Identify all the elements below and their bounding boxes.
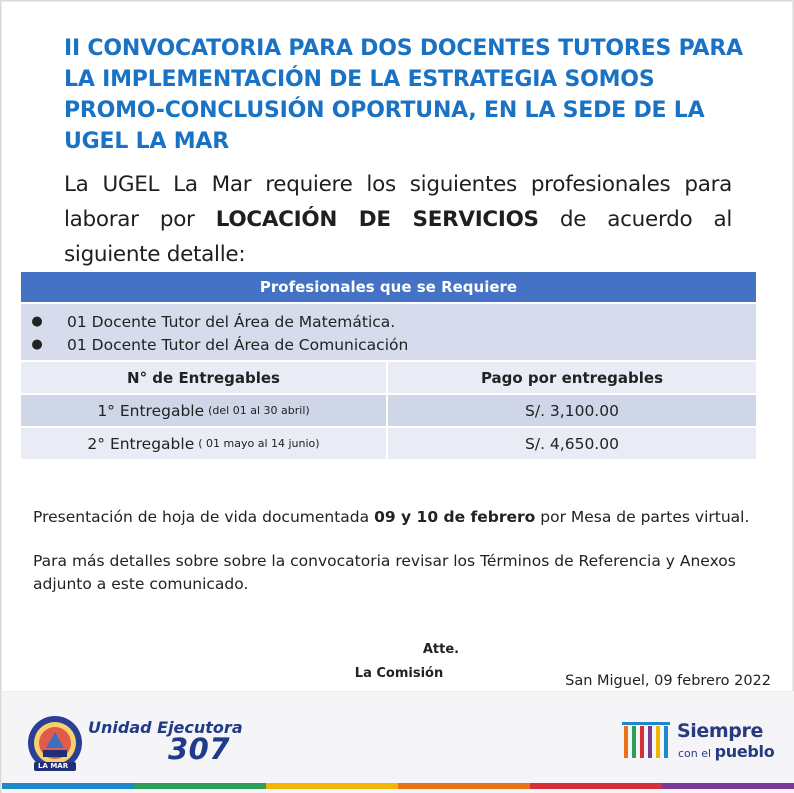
executing-unit-label: Unidad Ejecutora [88,718,243,737]
slogan-main: Siempre [677,720,763,742]
deliverable-label: 2° Entregable [87,434,195,453]
intro-text-after: de acuerdo al siguiente detalle: [64,207,732,267]
siempre-logo-icon [620,718,672,762]
payment-amount: S/. 3,100.00 [525,401,619,420]
announcement-title: II CONVOCATORIA PARA DOS DOCENTES TUTORES PARA LA IMPLEMENTACIÓN DE LA ESTRATEGIA SOMOS PROMO-CONCLUSIÓN OPORTUNA, EN LA SEDE DE LA UGEL LA MAR [64,36,743,154]
footer-bar-segment [530,783,662,789]
footer-bar-segment [662,783,794,789]
requirements-table [21,272,756,461]
column-header-payment: Pago por entregables [480,368,664,387]
executing-unit-number: 307 [168,732,231,766]
professionals-list [21,304,756,362]
presentation-dates: 09 y 10 de febrero [374,508,536,526]
document-date: San Miguel, 09 febrero 2022 [565,673,771,689]
deliverable-period: ( 01 mayo al 14 junio) [198,437,320,450]
deliverable-label: 1° Entregable [97,401,205,420]
slogan-sub-prefix: con el [678,747,712,760]
table-row [21,428,756,461]
presentation-paragraph [33,506,753,529]
table-columns-header [21,362,756,395]
details-paragraph: Para más detalles sobre sobre la convocatoria revisar los Términos de Referencia y Anexos adjunto a este comunicado. [33,552,736,593]
presentation-text-after: por Mesa de partes virtual. [535,508,750,526]
deliverable-cell [21,395,388,426]
presentation-text-before: Presentación de hoja de vida documentada [33,508,375,526]
table-row [21,395,756,428]
deliverable-cell [21,428,388,459]
table-header: Profesionales que se Requiere [21,272,756,304]
bullet-icon: ● [31,337,43,352]
footer-bar-segment [398,783,530,789]
footer-bar-segment [134,783,266,789]
signature-greeting: Atte. [422,642,460,657]
list-item [21,310,756,333]
column-header-deliverables: N° de Entregables [21,362,388,393]
payment-amount: S/. 4,650.00 [525,434,619,453]
deliverable-period: (del 01 al 30 abril) [208,404,310,417]
intro-paragraph [64,167,732,272]
footer-color-bar [2,783,794,789]
list-item-text: 01 Docente Tutor del Área de Comunicación [67,335,409,354]
seal-label: LA MAR [38,762,69,770]
signature-committee: La Comisión [354,666,444,681]
list-item [21,333,756,356]
intro-text-before: La UGEL La Mar requiere los siguientes profesionales para laborar por [64,172,732,232]
bullet-icon: ● [31,314,43,329]
footer-bar-segment [266,783,398,789]
footer-bar-segment [2,783,134,789]
slogan-sub [678,742,774,761]
footer [2,691,794,793]
slogan-sub-bold: pueblo [714,742,775,761]
intro-text-bold: LOCACIÓN DE SERVICIOS [215,207,539,232]
list-item-text: 01 Docente Tutor del Área de Matemática. [67,312,396,331]
